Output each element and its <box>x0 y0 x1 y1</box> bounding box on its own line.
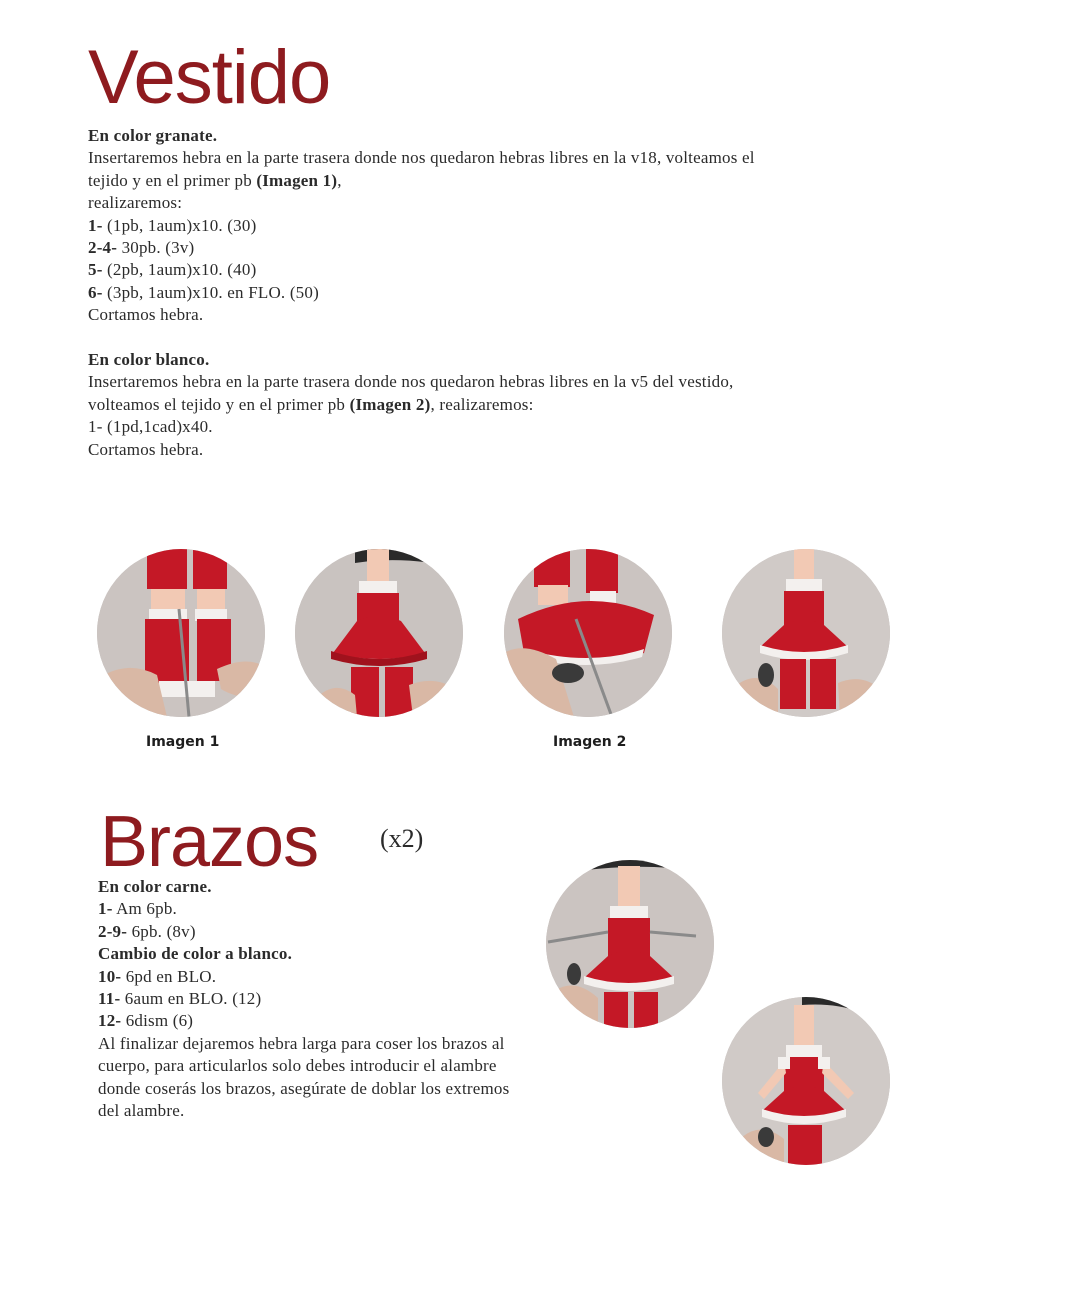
brazos-title: Brazos <box>100 802 319 882</box>
round-line: 1- Am 6pb. <box>98 899 177 919</box>
instruction-line: realizaremos: <box>88 193 183 213</box>
photo-skirt-hook <box>504 549 672 717</box>
round-line: 10- 6pd en BLO. <box>98 966 217 986</box>
vestido-instructions <box>88 125 755 461</box>
vestido-title: Vestido <box>88 35 331 120</box>
instruction-line: En color carne. <box>98 877 212 896</box>
caption-imagen-1: Imagen 1 <box>146 734 220 750</box>
round-line: 2-4- 30pb. (3v) <box>88 238 195 258</box>
round-line: 12- 6dism (6) <box>98 1011 194 1031</box>
brazos-count: (x2) <box>380 824 424 853</box>
round-line: 1- (1pb, 1aum)x10. (30) <box>88 215 257 235</box>
instruction-line: Cortamos hebra. <box>88 305 204 325</box>
instruction-line: Insertaremos hebra en la parte trasera donde nos quedaron hebras libres en la v18, volteamos el <box>88 148 755 168</box>
round-line: 5- (2pb, 1aum)x10. (40) <box>88 260 257 280</box>
round-line: 6- (3pb, 1aum)x10. en FLO. (50) <box>88 282 319 302</box>
instruction-line: Insertaremos hebra en la parte trasera donde nos quedaron hebras libres en la v5 del vestido, <box>88 372 734 392</box>
instruction-line: del alambre. <box>98 1101 185 1121</box>
caption-imagen-2: Imagen 2 <box>553 734 627 750</box>
instruction-line: tejido y en el primer pb (Imagen 1), <box>88 170 342 190</box>
instruction-line: Cambio de color a blanco. <box>98 944 293 964</box>
instruction-line: En color granate. <box>88 126 218 145</box>
photo-doll-arms <box>722 997 890 1165</box>
photo-finished-dress <box>722 549 890 717</box>
instruction-line: Cortamos hebra. <box>88 439 204 459</box>
round-line: 2-9- 6pb. (8v) <box>98 921 196 941</box>
instruction-line: En color blanco. <box>88 350 210 370</box>
round-line: 11- 6aum en BLO. (12) <box>98 989 262 1009</box>
photo-doll-wire <box>546 860 714 1028</box>
photo-skirt-red <box>295 549 463 717</box>
instruction-line: donde coserás los brazos, asegúrate de doblar los extremos <box>98 1078 510 1098</box>
instruction-line: Al finalizar dejaremos hebra larga para coser los brazos al <box>98 1033 505 1053</box>
instruction-line: cuerpo, para articularlos solo debes introducir el alambre <box>98 1056 497 1076</box>
brazos-instructions <box>98 876 509 1122</box>
round-line: 1- (1pd,1cad)x40. <box>88 417 213 437</box>
photo-legs-hook <box>97 549 265 717</box>
instruction-line: volteamos el tejido y en el primer pb (Imagen 2), realizaremos: <box>88 394 534 414</box>
